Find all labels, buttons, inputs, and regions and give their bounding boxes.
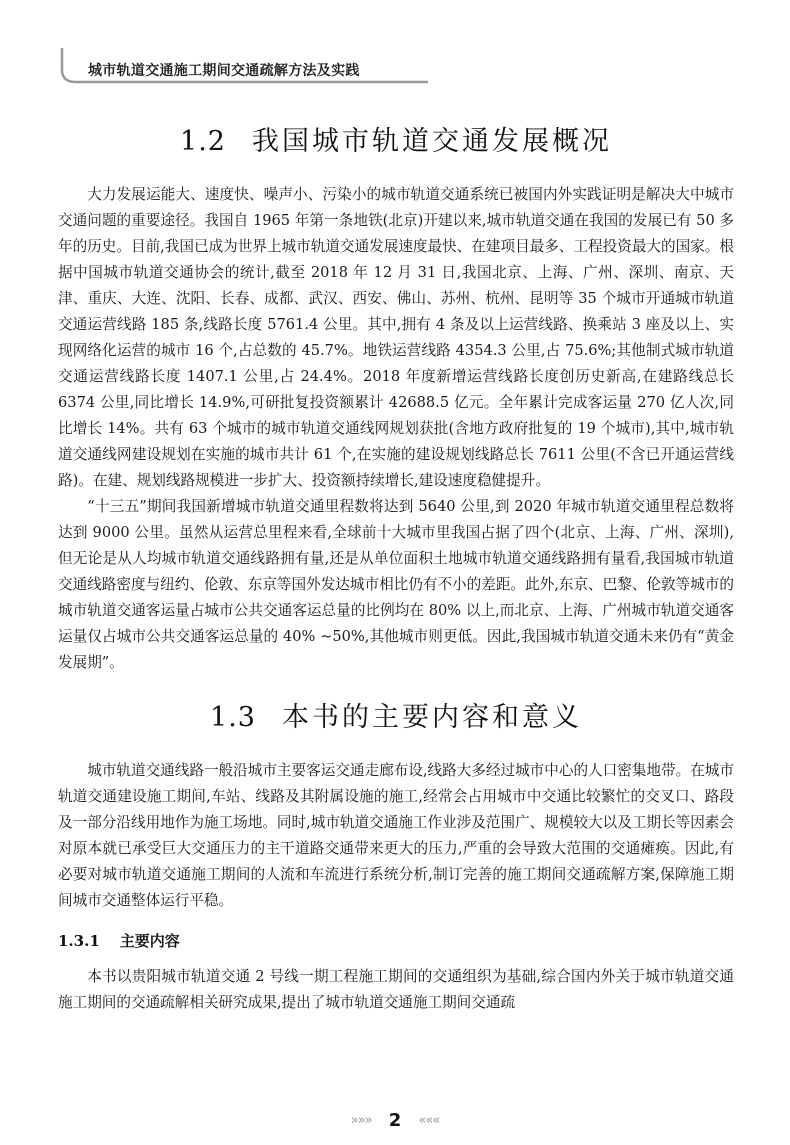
subsection-number: 1.3.1 — [58, 932, 100, 950]
running-header-title: 城市轨道交通施工期间交通疏解方法及实践 — [88, 63, 360, 79]
paragraph: 大力发展运能大、速度快、噪声小、污染小的城市轨道交通系统已被国内外实践证明是解决大中城市交通问题的重要途径。我国自 1965 年第一条地铁(北京)开建以来,城市轨道交通在我国的发展已有 50 多年的历史。目前,我国已成为世界上城市轨道交通发展速度最快、在建项目最多、工程投资最大的国家。根据中国城市轨道交通协会的统计,截至 2018 年 12 月 31 日,我国北京、上海、广州、深圳、南京、天津、重庆、大连、沈阳、长春、成都、武汉、西安、佛山、苏州、杭州、昆明等 35 个城市开通城市轨道交通运营线路 185 条,线路长度 5761.4 公里。其中,拥有 4 条及以上运营线路、换乘站 3 座及以上、实现网络化运营的城市 16 个,占总数的 45.7%。地铁运营线路 4354.3 公里,占 75.6%;其他制式城市轨道交通运营线路长度 1407.1 公里,占 24.4%。2018 年度新增运营线路长度创历史新高,在建路线总长 6374 公里,同比增长 14.9%,可研批复投资额累计 42688.5 亿元。全年累计完成客运量 270 亿人次,同比增长 14%。共有 63 个城市的城市轨道交通线网规划获批(含地方政府批复的 19 个城市),其中,城市轨道交通线网建设规划在实施的城市共计 61 个,在实施的建设规划线路总长 7611 公里(不含已开通运营线路)。在建、规划线路规模进一步扩大、投资额持续增长,建设速度稳健提升。 — [58, 186, 734, 489]
section-number: 1.2 — [180, 126, 226, 157]
page-content — [58, 110, 734, 1016]
page-number: 2 — [388, 1110, 402, 1131]
section-title: 本书的主要内容和意义 — [281, 702, 582, 733]
running-header — [60, 48, 430, 84]
section-number: 1.3 — [210, 702, 256, 733]
section-heading-1-3 — [58, 692, 734, 744]
double-chevron-right-icon: »»» — [350, 1113, 372, 1128]
subsection-title: 主要内容 — [119, 932, 180, 950]
section-heading-1-2 — [58, 116, 734, 168]
page-footer — [0, 1110, 790, 1134]
subsection-heading-1-3-1 — [58, 926, 734, 956]
paragraph: 本书以贵阳城市轨道交通 2 号线一期工程施工期间的交通组织为基础,综合国内外关于城市轨道交通施工期间的交通疏解相关研究成果,提出了城市轨道交通施工期间交通疏 — [58, 968, 734, 1011]
double-chevron-left-icon: ««« — [418, 1113, 440, 1128]
section-title: 我国城市轨道交通发展概况 — [251, 126, 612, 157]
paragraph: “十三五”期间我国新增城市轨道交通里程数将达到 5640 公里,到 2020 年城市轨道交通里程总数将达到 9000 公里。虽然从运营总里程来看,全球前十大城市里我国占据了四个(北京、上海、广州、深圳),但无论是从人均城市轨道交通线路拥有量,还是从单位面积土地城市轨道交通线路拥有量看,我国城市轨道交通线路密度与纽约、伦敦、东京等国外发达城市相比仍有不小的差距。此外,东京、巴黎、伦敦等城市的城市轨道交通客运量占城市公共交通客运总量的比例均在 80% 以上,而北京、上海、广州城市轨道交通客运量仅占城市公共交通客运总量的 40% ~50%,其他城市则更低。因此,我国城市轨道交通未来仍有“黄金发展期”。 — [58, 498, 734, 671]
paragraph: 城市轨道交通线路一般沿城市主要客运交通走廊布设,线路大多经过城市中心的人口密集地带。在城市轨道交通建设施工期间,车站、线路及其附属设施的施工,经常会占用城市中交通比较繁忙的交叉口、路段及一部分沿线用地作为施工场地。同时,城市轨道交通施工作业涉及范围广、规模较大以及工期长等因素会对原本就已承受巨大交通压力的主干道路交通带来更大的压力,严重的会导致大范围的交通瘫痪。因此,有必要对城市轨道交通施工期间的人流和车流进行系统分析,制订完善的施工期间交通疏解方案,保障施工期间城市交通整体运行平稳。 — [58, 762, 734, 909]
